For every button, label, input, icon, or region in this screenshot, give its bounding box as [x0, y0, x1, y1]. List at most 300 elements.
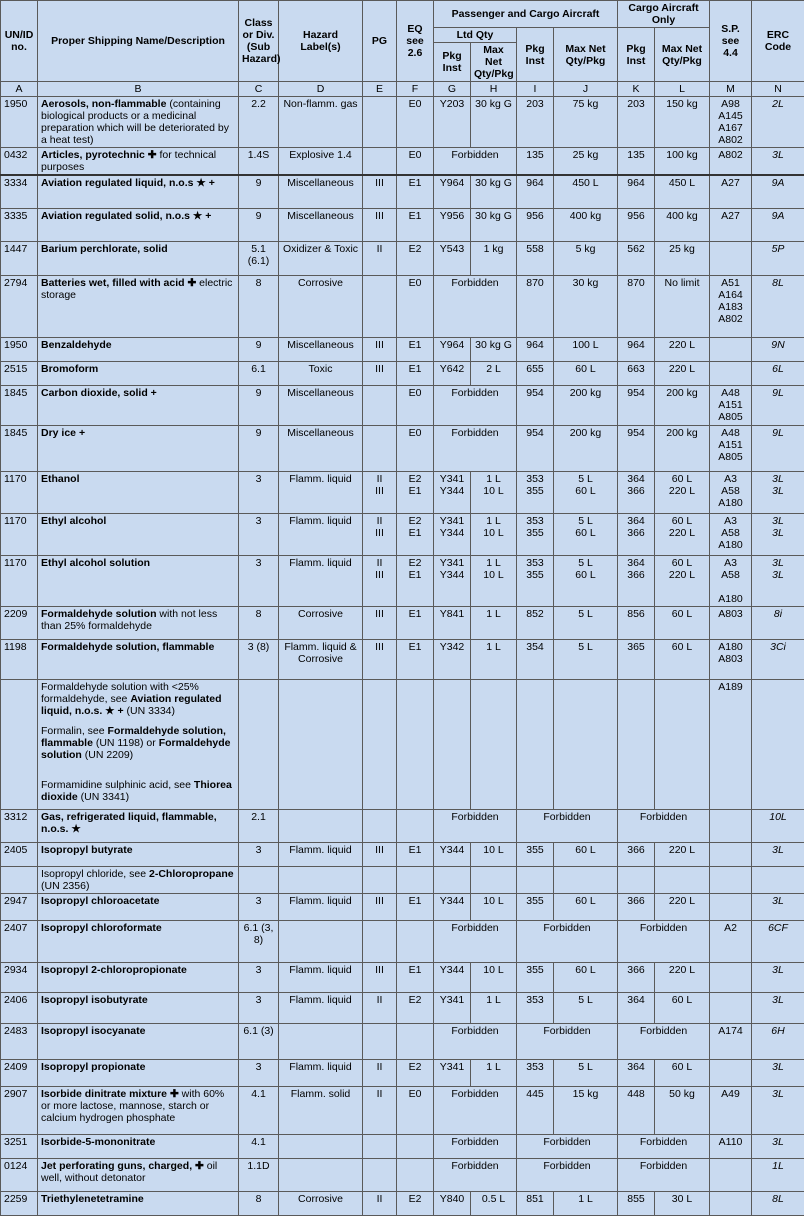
cell-sp: [710, 893, 752, 920]
cell-erc: 3L: [752, 1134, 804, 1158]
cell-un: 3334: [1, 175, 38, 208]
cell-un: 2406: [1, 992, 38, 1023]
cell-sp: A51 A164 A183 A802: [710, 275, 752, 337]
cell-eq: E2 E1: [397, 471, 434, 513]
column-letter: F: [397, 82, 434, 97]
cell-pkg-inst-g: Y344: [434, 962, 471, 992]
column-letter: C: [239, 82, 279, 97]
cell-pkg-inst-k: 956: [618, 208, 655, 241]
column-letter: H: [471, 82, 517, 97]
cell-max-net-j: 1 L: [554, 1191, 618, 1215]
cell-sp: A27: [710, 208, 752, 241]
cell-sp: A3 A58 A180: [710, 513, 752, 555]
cell-pg: II III: [363, 471, 397, 513]
table-row: [1, 1023, 804, 1059]
column-letter: E: [363, 82, 397, 97]
cell-empty: [434, 679, 471, 809]
cell-label: Flamm. liquid: [279, 1059, 363, 1086]
col-eq: EQ see 2.6: [397, 1, 434, 82]
cell-pkg-inst-i: 852: [517, 606, 554, 639]
col-group-pax: Passenger and Cargo Aircraft: [434, 1, 618, 28]
cell-sp: A110: [710, 1134, 752, 1158]
cell-max-net-j: 5 kg: [554, 241, 618, 275]
cell-max-net-j: 5 L 60 L: [554, 555, 618, 606]
cell-label: Flamm. liquid: [279, 893, 363, 920]
cell-description: Aviation regulated liquid, n.o.s ★ +: [38, 175, 239, 208]
cell-erc: 9N: [752, 337, 804, 361]
cell-max-net-h: 1 L: [471, 606, 517, 639]
cell-sp: [710, 241, 752, 275]
cell-pkg-inst-k: 366: [618, 842, 655, 866]
cell-empty: [471, 679, 517, 809]
table-body: [1, 97, 804, 1216]
col-pg: PG: [363, 1, 397, 82]
cell-description: Aviation regulated solid, n.o.s ★ +: [38, 208, 239, 241]
cell-pkg-inst-i: 445: [517, 1086, 554, 1134]
cell-pkg-inst-i: 655: [517, 361, 554, 385]
cell-label: Non-flamm. gas: [279, 97, 363, 148]
cell-description: Triethylenetetramine: [38, 1191, 239, 1215]
cell-label: [279, 1158, 363, 1191]
cell-eq: E1: [397, 606, 434, 639]
cell-class: 3: [239, 842, 279, 866]
cell-eq: E1: [397, 893, 434, 920]
cell-eq: E2: [397, 1059, 434, 1086]
cell-erc: 10L: [752, 809, 804, 842]
cell-un: 1170: [1, 471, 38, 513]
cell-max-net-h: 1 L: [471, 992, 517, 1023]
col-max-net-j: Max Net Qty/Pkg: [554, 28, 618, 82]
cell-empty: [554, 866, 618, 893]
cell-label: Flamm. solid: [279, 1086, 363, 1134]
cell-erc: 9L: [752, 385, 804, 425]
cell-pkg-inst-k: 964: [618, 175, 655, 208]
cell-sp: [710, 962, 752, 992]
cell-label: Flamm. liquid: [279, 471, 363, 513]
cell-pkg-inst-k: 964: [618, 337, 655, 361]
cell-class: 8: [239, 606, 279, 639]
cell-empty: [517, 866, 554, 893]
cell-description: Formaldehyde solution, flammable: [38, 639, 239, 679]
cell-max-net-l: 50 kg: [655, 1086, 710, 1134]
cell-erc: 8L: [752, 1191, 804, 1215]
cell-pkg-inst-i: 954: [517, 425, 554, 471]
cell-max-net-j: 15 kg: [554, 1086, 618, 1134]
cell-pkg-inst-k: 135: [618, 148, 655, 176]
cell-erc: 3L: [752, 842, 804, 866]
cell-forbidden-pax: Forbidden: [517, 1023, 618, 1059]
cell-erc: 9A: [752, 175, 804, 208]
table-row: [1, 425, 804, 471]
table-row: [1, 241, 804, 275]
cell-max-net-j: 60 L: [554, 962, 618, 992]
cell-pg: [363, 97, 397, 148]
table-row: [1, 175, 804, 208]
cell-class: 3: [239, 962, 279, 992]
cell-pkg-inst-g: Y964: [434, 337, 471, 361]
col-max-net-l: Max Net Qty/Pkg: [655, 28, 710, 82]
cell-un: 0124: [1, 1158, 38, 1191]
cell-sp: A803: [710, 606, 752, 639]
cell-pg: [363, 920, 397, 962]
cell-max-net-j: 30 kg: [554, 275, 618, 337]
cell-un: 1170: [1, 513, 38, 555]
cell-class: 4.1: [239, 1086, 279, 1134]
cell-un: 1447: [1, 241, 38, 275]
cell-sp: A180 A803: [710, 639, 752, 679]
cell-erc: 3L: [752, 1059, 804, 1086]
cell-description: Bromoform: [38, 361, 239, 385]
cell-max-net-l: 100 kg: [655, 148, 710, 176]
table-row: [1, 148, 804, 176]
cell-description: Carbon dioxide, solid +: [38, 385, 239, 425]
cell-pkg-inst-g: Y840: [434, 1191, 471, 1215]
cell-eq: E0: [397, 1086, 434, 1134]
column-letter: M: [710, 82, 752, 97]
cell-un: 2483: [1, 1023, 38, 1059]
cell-pkg-inst-i: 203: [517, 97, 554, 148]
cell-pkg-inst-i: 353 355: [517, 555, 554, 606]
table-row: [1, 842, 804, 866]
cell-pg: III: [363, 639, 397, 679]
cell-un: 2934: [1, 962, 38, 992]
cell-forbidden-ltd: Forbidden: [434, 1134, 517, 1158]
cell-pg: II: [363, 241, 397, 275]
cell-max-net-l: 220 L: [655, 893, 710, 920]
cell-label: Explosive 1.4: [279, 148, 363, 176]
cell-label: Miscellaneous: [279, 337, 363, 361]
cell-max-net-h: 1 kg: [471, 241, 517, 275]
column-letter: B: [38, 82, 239, 97]
cell-erc: 3L: [752, 893, 804, 920]
cell-pkg-inst-g: Y956: [434, 208, 471, 241]
cell-description: Isopropyl chloroformate: [38, 920, 239, 962]
cell-pkg-inst-i: 964: [517, 337, 554, 361]
cell-max-net-j: 450 L: [554, 175, 618, 208]
cell-description: Isopropyl butyrate: [38, 842, 239, 866]
cell-description: Gas, refrigerated liquid, flammable, n.o.s. ★: [38, 809, 239, 842]
cell-un: 1845: [1, 425, 38, 471]
cell-empty: [397, 679, 434, 809]
cell-un: 0432: [1, 148, 38, 176]
cell-pg: II III: [363, 555, 397, 606]
cell-empty: [618, 679, 655, 809]
cell-pg: [363, 809, 397, 842]
cell-max-net-j: 5 L 60 L: [554, 471, 618, 513]
cell-description: Isopropyl chloroacetate: [38, 893, 239, 920]
cell-description: Ethyl alcohol solution: [38, 555, 239, 606]
cell-class: 3: [239, 555, 279, 606]
cell-sp: [710, 1191, 752, 1215]
cell-pkg-inst-g: Y841: [434, 606, 471, 639]
cell-sp: A3 A58 A180: [710, 555, 752, 606]
cell-forbidden-ltd: Forbidden: [434, 148, 517, 176]
cell-erc: 8L: [752, 275, 804, 337]
cell-un: 2259: [1, 1191, 38, 1215]
cell-un: [1, 679, 38, 809]
cell-description: Isorbide-5-mononitrate: [38, 1134, 239, 1158]
cell-description: Ethyl alcohol: [38, 513, 239, 555]
cell-pkg-inst-i: 355: [517, 893, 554, 920]
cell-description: Jet perforating guns, charged, ✚ oil well, without detonator: [38, 1158, 239, 1191]
cell-eq: E1: [397, 361, 434, 385]
cell-pkg-inst-k: 366: [618, 893, 655, 920]
table-row: [1, 809, 804, 842]
cell-max-net-j: 5 L 60 L: [554, 513, 618, 555]
cell-max-net-h: 1 L 10 L: [471, 555, 517, 606]
table-row: [1, 962, 804, 992]
cell-pg: III: [363, 337, 397, 361]
col-pkg-inst-g: Pkg Inst: [434, 43, 471, 82]
cell-pkg-inst-k: 855: [618, 1191, 655, 1215]
table-row: [1, 893, 804, 920]
cell-max-net-l: 150 kg: [655, 97, 710, 148]
cell-max-net-j: 5 L: [554, 992, 618, 1023]
cell-pg: III: [363, 175, 397, 208]
cell-empty: [618, 866, 655, 893]
cell-max-net-l: 400 kg: [655, 208, 710, 241]
cell-pg: [363, 148, 397, 176]
cell-description: Barium perchlorate, solid: [38, 241, 239, 275]
cell-erc: 3L 3L: [752, 513, 804, 555]
cell-max-net-l: 60 L 220 L: [655, 471, 710, 513]
cell-label: Corrosive: [279, 275, 363, 337]
cell-un: 3251: [1, 1134, 38, 1158]
cell-class: 6.1: [239, 361, 279, 385]
cell-description: Articles, pyrotechnic ✚ for technical purposes: [38, 148, 239, 176]
cell-class: 5.1 (6.1): [239, 241, 279, 275]
cell-empty: [710, 866, 752, 893]
cell-erc: [752, 679, 804, 809]
cell-pkg-inst-k: 364 366: [618, 513, 655, 555]
cell-description: Benzaldehyde: [38, 337, 239, 361]
table-header: [1, 1, 804, 97]
cell-forbidden-cao: Forbidden: [618, 1134, 710, 1158]
cell-sp: A98 A145 A167 A802: [710, 97, 752, 148]
cell-description: Formaldehyde solution with not less than 25% formaldehyde: [38, 606, 239, 639]
cell-pkg-inst-g: Y642: [434, 361, 471, 385]
cell-max-net-l: 60 L: [655, 1059, 710, 1086]
cell-class: 3: [239, 992, 279, 1023]
cell-sp: A2: [710, 920, 752, 962]
column-letter: J: [554, 82, 618, 97]
cell-pg: III: [363, 361, 397, 385]
table-row: [1, 1134, 804, 1158]
cell-max-net-h: 1 L: [471, 639, 517, 679]
cell-pkg-inst-g: Y543: [434, 241, 471, 275]
cell-eq: [397, 1023, 434, 1059]
cell-forbidden-pax: Forbidden: [517, 1158, 618, 1191]
cell-erc: 3L: [752, 992, 804, 1023]
cell-forbidden-ltd: Forbidden: [434, 1023, 517, 1059]
cell-sp: [710, 361, 752, 385]
table-row: [1, 992, 804, 1023]
cell-sp: [710, 337, 752, 361]
cell-sp: A174: [710, 1023, 752, 1059]
cell-forbidden-pax: Forbidden: [517, 920, 618, 962]
cell-max-net-j: 75 kg: [554, 97, 618, 148]
cell-forbidden-ltd: Forbidden: [434, 425, 517, 471]
cell-description: Aerosols, non-flammable (containing biological products or a medicinal preparation which will be deteriorated by a heat test): [38, 97, 239, 148]
column-letter: N: [752, 82, 804, 97]
cell-eq: E0: [397, 425, 434, 471]
cell-erc: 6H: [752, 1023, 804, 1059]
cell-description: Isopropyl isobutyrate: [38, 992, 239, 1023]
cell-label: Toxic: [279, 361, 363, 385]
cell-max-net-h: 10 L: [471, 842, 517, 866]
cell-sp: [710, 1158, 752, 1191]
cell-pkg-inst-i: 135: [517, 148, 554, 176]
cell-max-net-j: 5 L: [554, 639, 618, 679]
table-row: [1, 337, 804, 361]
cell-max-net-l: 25 kg: [655, 241, 710, 275]
cell-pkg-inst-i: 355: [517, 842, 554, 866]
cell-max-net-l: 60 L: [655, 992, 710, 1023]
cell-pkg-inst-i: 956: [517, 208, 554, 241]
cell-sp: A3 A58 A180: [710, 471, 752, 513]
cell-pg: [363, 275, 397, 337]
cell-pg: II: [363, 1059, 397, 1086]
cell-un: 2209: [1, 606, 38, 639]
col-class: Class or Div. (Sub Hazard): [239, 1, 279, 82]
cell-pkg-inst-i: 558: [517, 241, 554, 275]
cell-label: Flamm. liquid: [279, 842, 363, 866]
cell-un: 3335: [1, 208, 38, 241]
cell-pkg-inst-g: Y341 Y344: [434, 513, 471, 555]
table-row: [1, 639, 804, 679]
cell-empty: [363, 866, 397, 893]
cell-pg: III: [363, 962, 397, 992]
cell-max-net-l: 220 L: [655, 842, 710, 866]
col-max-net-h: Max Net Qty/Pkg: [471, 43, 517, 82]
col-sp: S.P. see 4.4: [710, 1, 752, 82]
cell-pkg-inst-k: 954: [618, 425, 655, 471]
cell-sp: [710, 992, 752, 1023]
cell-pg: III: [363, 606, 397, 639]
cell-label: Flamm. liquid: [279, 992, 363, 1023]
cell-label: Oxidizer & Toxic: [279, 241, 363, 275]
cell-pkg-inst-k: 364 366: [618, 555, 655, 606]
cell-pkg-inst-g: Y341 Y344: [434, 555, 471, 606]
cell-class: 4.1: [239, 1134, 279, 1158]
cell-pkg-inst-k: 856: [618, 606, 655, 639]
cell-pg: II: [363, 1086, 397, 1134]
col-label: Hazard Label(s): [279, 1, 363, 82]
cell-label: [279, 809, 363, 842]
cell-erc: 3Ci: [752, 639, 804, 679]
cell-forbidden-ltd: Forbidden: [434, 385, 517, 425]
cell-max-net-l: 60 L: [655, 639, 710, 679]
cell-class: 3: [239, 471, 279, 513]
cell-pkg-inst-i: 354: [517, 639, 554, 679]
cell-pkg-inst-i: 353: [517, 1059, 554, 1086]
cell-empty: [655, 679, 710, 809]
cell-pg: II: [363, 1191, 397, 1215]
cell-forbidden-cao: Forbidden: [618, 1023, 710, 1059]
cell-eq: E0: [397, 275, 434, 337]
cell-description: Formaldehyde solution with <25% formaldehyde, see Aviation regulated liquid, n.o.s. ★ + (UN 3334) Formalin, see Formaldehyde solution, flammable (UN 1198) or Formaldehyde solution (UN 2209) Formamidine sulphinic acid, see Thiorea dioxide (UN 3341): [38, 679, 239, 809]
cell-erc: 3L: [752, 962, 804, 992]
cell-pkg-inst-g: Y344: [434, 893, 471, 920]
column-letter: A: [1, 82, 38, 97]
cell-eq: E2: [397, 992, 434, 1023]
cell-pkg-inst-k: 203: [618, 97, 655, 148]
cell-max-net-j: 60 L: [554, 842, 618, 866]
cell-eq: E1: [397, 337, 434, 361]
cell-max-net-h: 2 L: [471, 361, 517, 385]
cell-class: 6.1 (3): [239, 1023, 279, 1059]
cell-max-net-j: 200 kg: [554, 425, 618, 471]
cell-erc: 2L: [752, 97, 804, 148]
cell-max-net-l: 60 L 220 L: [655, 555, 710, 606]
cell-pkg-inst-i: 353: [517, 992, 554, 1023]
cell-eq: [397, 809, 434, 842]
cell-max-net-l: 220 L: [655, 337, 710, 361]
column-letter: I: [517, 82, 554, 97]
cell-empty: [517, 679, 554, 809]
table-row: [1, 361, 804, 385]
cell-class: 9: [239, 175, 279, 208]
cell-erc: 3L 3L: [752, 471, 804, 513]
cell-max-net-h: 30 kg G: [471, 97, 517, 148]
table-row: [1, 385, 804, 425]
cell-forbidden-pax: Forbidden: [517, 809, 618, 842]
cell-max-net-j: 60 L: [554, 893, 618, 920]
cell-forbidden-cao: Forbidden: [618, 920, 710, 962]
cell-pkg-inst-i: 851: [517, 1191, 554, 1215]
cell-pkg-inst-i: 964: [517, 175, 554, 208]
cell-description: Batteries wet, filled with acid ✚ electric storage: [38, 275, 239, 337]
cell-class: 9: [239, 208, 279, 241]
column-letter: D: [279, 82, 363, 97]
cell-class: 3: [239, 893, 279, 920]
cell-forbidden-ltd: Forbidden: [434, 920, 517, 962]
cell-label: Miscellaneous: [279, 175, 363, 208]
cell-eq: [397, 1158, 434, 1191]
cell-sp: A48 A151 A805: [710, 385, 752, 425]
cell-pg: [363, 385, 397, 425]
cell-label: [279, 920, 363, 962]
cell-erc: 6CF: [752, 920, 804, 962]
cell-max-net-j: 100 L: [554, 337, 618, 361]
cell-max-net-l: 220 L: [655, 962, 710, 992]
table-row: [1, 1059, 804, 1086]
col-pkg-inst-i: Pkg Inst: [517, 28, 554, 82]
cell-eq: E2 E1: [397, 555, 434, 606]
cell-max-net-h: 1 L: [471, 1059, 517, 1086]
cell-pg: III: [363, 893, 397, 920]
cell-description: Isopropyl 2-chloropropionate: [38, 962, 239, 992]
cell-un: 1170: [1, 555, 38, 606]
cell-label: Miscellaneous: [279, 425, 363, 471]
cell-pg: [363, 1023, 397, 1059]
cell-pkg-inst-i: 954: [517, 385, 554, 425]
cell-forbidden-cao: Forbidden: [618, 809, 710, 842]
col-erc: ERC Code: [752, 1, 804, 82]
table-row: [1, 606, 804, 639]
cell-sp: A802: [710, 148, 752, 176]
cell-eq: E2 E1: [397, 513, 434, 555]
table-row: [1, 1158, 804, 1191]
cell-pkg-inst-i: 353 355: [517, 513, 554, 555]
cell-pg: [363, 425, 397, 471]
cell-max-net-h: 1 L 10 L: [471, 513, 517, 555]
cell-max-net-l: 450 L: [655, 175, 710, 208]
cell-eq: E1: [397, 639, 434, 679]
cell-pkg-inst-i: 355: [517, 962, 554, 992]
cell-pkg-inst-g: Y344: [434, 842, 471, 866]
table-row: [1, 866, 804, 893]
